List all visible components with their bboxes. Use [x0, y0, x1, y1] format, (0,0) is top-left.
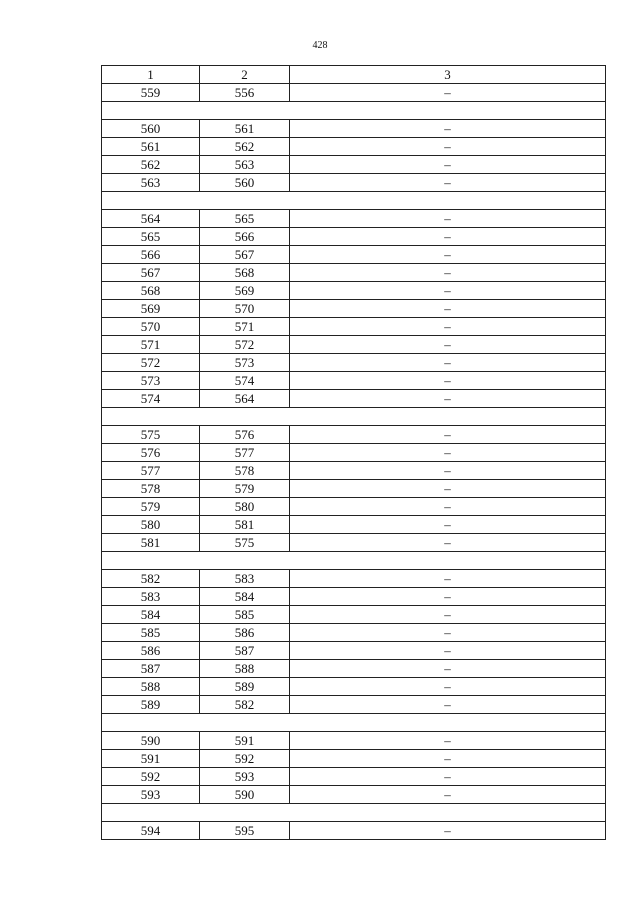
table-row [102, 120, 606, 138]
table-cell-col-3: – [290, 354, 606, 372]
table-cell-col-3: – [290, 534, 606, 552]
table-cell-col-1: 592 [102, 768, 200, 786]
table-cell-col-2: 556 [200, 84, 290, 102]
table-cell-col-3: – [290, 696, 606, 714]
table-cell-col-3: – [290, 606, 606, 624]
table-cell-col-1: 584 [102, 606, 200, 624]
group-separator-row [102, 714, 606, 732]
table-cell-col-2: 565 [200, 210, 290, 228]
group-separator-row [102, 102, 606, 120]
table-cell-col-1: 588 [102, 678, 200, 696]
table-cell-col-3: – [290, 498, 606, 516]
table-cell-col-3: – [290, 246, 606, 264]
table-cell-col-1: 587 [102, 660, 200, 678]
table-row [102, 138, 606, 156]
table-cell-col-3: – [290, 300, 606, 318]
table-row [102, 246, 606, 264]
table-cell-col-3: – [290, 642, 606, 660]
table-cell-col-1: 561 [102, 138, 200, 156]
table-row [102, 498, 606, 516]
table-row [102, 426, 606, 444]
table-cell-col-2: 584 [200, 588, 290, 606]
table-cell-col-2: 564 [200, 390, 290, 408]
table-cell-col-3: – [290, 228, 606, 246]
table-cell-col-3: – [290, 516, 606, 534]
table-cell-col-1: 570 [102, 318, 200, 336]
table-cell-col-3: – [290, 318, 606, 336]
table-cell-col-2: 582 [200, 696, 290, 714]
table-cell-col-3: – [290, 750, 606, 768]
table-cell-col-1: 559 [102, 84, 200, 102]
table-cell-col-1: 571 [102, 336, 200, 354]
table-cell-col-2: 591 [200, 732, 290, 750]
table-cell-col-3: – [290, 786, 606, 804]
table-cell-col-2: 568 [200, 264, 290, 282]
table-cell-col-2: 562 [200, 138, 290, 156]
table-cell-col-1: 581 [102, 534, 200, 552]
table-cell-col-3: – [290, 210, 606, 228]
column-header-3: 3 [290, 66, 606, 84]
table-row [102, 516, 606, 534]
table-cell-col-3: – [290, 156, 606, 174]
table-cell-col-1: 590 [102, 732, 200, 750]
table-row [102, 282, 606, 300]
table-cell-col-1: 586 [102, 642, 200, 660]
table-row [102, 228, 606, 246]
separator-cell [102, 192, 606, 210]
table-cell-col-1: 589 [102, 696, 200, 714]
data-table [101, 65, 606, 840]
table-row [102, 480, 606, 498]
table-cell-col-3: – [290, 462, 606, 480]
table-cell-col-1: 577 [102, 462, 200, 480]
table-cell-col-2: 569 [200, 282, 290, 300]
table-cell-col-2: 571 [200, 318, 290, 336]
table-cell-col-2: 590 [200, 786, 290, 804]
table-cell-col-2: 595 [200, 822, 290, 840]
table-cell-col-2: 593 [200, 768, 290, 786]
table-cell-col-1: 582 [102, 570, 200, 588]
table-cell-col-3: – [290, 120, 606, 138]
table-cell-col-3: – [290, 426, 606, 444]
table-cell-col-3: – [290, 660, 606, 678]
table-row [102, 318, 606, 336]
separator-cell [102, 804, 606, 822]
table-cell-col-1: 568 [102, 282, 200, 300]
table-cell-col-3: – [290, 570, 606, 588]
table-cell-col-2: 570 [200, 300, 290, 318]
table-cell-col-3: – [290, 84, 606, 102]
table-row [102, 570, 606, 588]
table-cell-col-1: 583 [102, 588, 200, 606]
table-cell-col-1: 572 [102, 354, 200, 372]
table-body [102, 84, 606, 840]
separator-cell [102, 552, 606, 570]
table-cell-col-3: – [290, 822, 606, 840]
table-cell-col-1: 569 [102, 300, 200, 318]
table-row [102, 606, 606, 624]
table-row [102, 642, 606, 660]
table-cell-col-1: 564 [102, 210, 200, 228]
table-cell-col-2: 567 [200, 246, 290, 264]
header-row [102, 66, 606, 84]
table-row [102, 372, 606, 390]
separator-cell [102, 714, 606, 732]
table-cell-col-2: 588 [200, 660, 290, 678]
table-cell-col-2: 581 [200, 516, 290, 534]
table-row [102, 156, 606, 174]
table-cell-col-2: 560 [200, 174, 290, 192]
table-row [102, 696, 606, 714]
table-row [102, 84, 606, 102]
table-cell-col-3: – [290, 480, 606, 498]
column-header-2: 2 [200, 66, 290, 84]
table-cell-col-3: – [290, 390, 606, 408]
table-row [102, 444, 606, 462]
table-cell-col-1: 575 [102, 426, 200, 444]
table-cell-col-2: 566 [200, 228, 290, 246]
table-cell-col-2: 580 [200, 498, 290, 516]
table-cell-col-2: 587 [200, 642, 290, 660]
table-cell-col-3: – [290, 444, 606, 462]
table-cell-col-3: – [290, 174, 606, 192]
table-cell-col-1: 576 [102, 444, 200, 462]
table-cell-col-2: 561 [200, 120, 290, 138]
table-row [102, 588, 606, 606]
table-cell-col-3: – [290, 732, 606, 750]
table-row [102, 822, 606, 840]
table-row [102, 534, 606, 552]
table-cell-col-2: 574 [200, 372, 290, 390]
table-cell-col-1: 573 [102, 372, 200, 390]
table-cell-col-1: 580 [102, 516, 200, 534]
table-cell-col-2: 572 [200, 336, 290, 354]
separator-cell [102, 102, 606, 120]
table-cell-col-1: 574 [102, 390, 200, 408]
column-header-1: 1 [102, 66, 200, 84]
table-cell-col-3: – [290, 588, 606, 606]
table-cell-col-1: 579 [102, 498, 200, 516]
group-separator-row [102, 192, 606, 210]
table-cell-col-1: 593 [102, 786, 200, 804]
table-cell-col-3: – [290, 138, 606, 156]
table-cell-col-2: 586 [200, 624, 290, 642]
table-cell-col-2: 577 [200, 444, 290, 462]
table-cell-col-3: – [290, 282, 606, 300]
table-cell-col-1: 594 [102, 822, 200, 840]
table-cell-col-1: 585 [102, 624, 200, 642]
page-number: 428 [312, 40, 328, 51]
table-row [102, 624, 606, 642]
table-cell-col-1: 567 [102, 264, 200, 282]
group-separator-row [102, 804, 606, 822]
table-cell-col-2: 575 [200, 534, 290, 552]
table-cell-col-1: 566 [102, 246, 200, 264]
table-row [102, 300, 606, 318]
table-row [102, 210, 606, 228]
table-cell-col-3: – [290, 336, 606, 354]
table-row [102, 678, 606, 696]
table-cell-col-1: 565 [102, 228, 200, 246]
table-cell-col-1: 563 [102, 174, 200, 192]
table-cell-col-2: 563 [200, 156, 290, 174]
table-row [102, 174, 606, 192]
table-row [102, 264, 606, 282]
table-header [102, 66, 606, 84]
table-cell-col-2: 576 [200, 426, 290, 444]
table-cell-col-2: 589 [200, 678, 290, 696]
table-cell-col-1: 578 [102, 480, 200, 498]
table-cell-col-3: – [290, 264, 606, 282]
group-separator-row [102, 408, 606, 426]
table-cell-col-2: 573 [200, 354, 290, 372]
table-cell-col-2: 578 [200, 462, 290, 480]
group-separator-row [102, 552, 606, 570]
table-cell-col-2: 583 [200, 570, 290, 588]
table-cell-col-2: 592 [200, 750, 290, 768]
table-row [102, 786, 606, 804]
table-cell-col-1: 562 [102, 156, 200, 174]
table-row [102, 768, 606, 786]
table-cell-col-2: 585 [200, 606, 290, 624]
table-cell-col-1: 560 [102, 120, 200, 138]
table-row [102, 390, 606, 408]
table-cell-col-3: – [290, 678, 606, 696]
table-cell-col-1: 591 [102, 750, 200, 768]
table-row [102, 750, 606, 768]
table-cell-col-2: 579 [200, 480, 290, 498]
table-cell-col-3: – [290, 624, 606, 642]
table-row [102, 354, 606, 372]
table-cell-col-3: – [290, 768, 606, 786]
table-row [102, 732, 606, 750]
separator-cell [102, 408, 606, 426]
table-row [102, 660, 606, 678]
table-row [102, 462, 606, 480]
table-cell-col-3: – [290, 372, 606, 390]
table-row [102, 336, 606, 354]
